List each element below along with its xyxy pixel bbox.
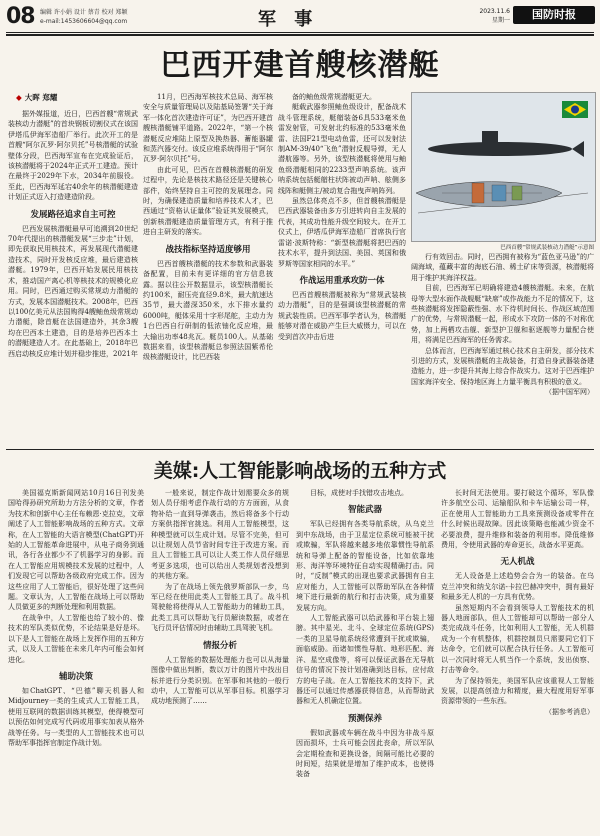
header-rule <box>6 32 594 33</box>
paragraph: 为了在战场上领先俄罗斯部队一步，乌军已经在使用此类人工智能工具了。战斗机驾驶舱将使得从人工智能助力的辅助工具，此类工具可以帮助飞行员解读数据，或者在飞行员评估情况时由辅助工具驾驶飞机。 <box>151 582 289 633</box>
paragraph: 目前，巴西海军已明确将建造4艘核潜艇。未来，在航母等大型水面作战舰艇“缺席”或作战能力不足的情况下，这些核潜艇将发挥隐蔽性强、水下待机时间长、作战区域范围广的优势，与常规潜艇一起，形成水下攻防一体的不对称优势，加上两栖攻击舰、新型护卫舰和驱逐舰等力量配合使用，将满足巴西海军的任务需求。 <box>411 284 594 345</box>
paragraph: 备的鲉鱼级常规潜艇更大。 <box>292 93 376 101</box>
headline-1: 巴西开建首艘核潜艇 <box>160 48 440 83</box>
paragraph: 目标，成使对手找错攻击地点。 <box>310 489 408 497</box>
paragraph: 11月，巴西海军核技术总局、海军核安全与质量管理局以及陆基局签署“关于海军一体化首次建造许可证”，为巴西开建首艘核潜艇铺平道路。2022年，“第一个核潜艇反应堆陆上原型及换热器、蓄能器罐和蒸汽器交付。该反应堆系统得用于“阿尔瓦罗·阿尔贝托”号。 <box>143 93 273 164</box>
paragraph: 美国福克斯新闻网站10月16日刊发美国哈得孙研究所助力方法分析的文章，作者为技术和创新中心主任布赖恩·克拉克，文章阐述了人工智能影响战场的五种方式。文章称，在人工智能的大语言模型(ChatGPT)开始的人工智能革命进展中，从电子商务到通讯，各行各业都少不了机器学习的身影。而在人工智能应用规模技术发展的过程中，人们发现它可以帮助各级政府完成工作。因为这些应用了人工智能后，很好处理了这些问题。文章认为，人工智能在战场上可以帮助人员做更多的判断处理和利用数据。 <box>8 489 144 612</box>
paragraph: 人工智能武器可以给武器和平台装上翅膀。其中星光、北斗、全球定位系统(GPS)一类的卫星导航系统经常遭到干扰或欺骗，面临威胁。而诸如惯性导航、地形匹配、海洋、星空成像等，将可以保证武器在无导航信号的情况下按计划准确到达目标，应付敌方的电子战。在人工智能技术的支持下，武器还可以通过传感器获得信息，从而帮助武器和无人机确定位置。 <box>296 614 434 706</box>
editor-info <box>40 8 128 26</box>
paragraph: 巴西发展核潜艇最早可追溯到20世纪70年代提出的核潜艇发展“三步走”计划，即先获取民用核技术，再发展现代潜艇建造技术，同时开发核反应堆，最后建造核潜艇。1979年，巴西开始发展民用核技术，推动国产离心机等核技术的规模化应用。同时，巴西通过购买常规动力潜艇的方式，发展本国潜艇技术。2008年，巴西以100亿美元从法国购得4艘鲉鱼级常规动力潜艇，除首艇在法国建造外，其余3艘均在巴西本土建造，目的是培养巴西本土的潜艇建造人才。在此基础上，2018年巴西启动核反应堆计划并稳步推进，2021年 <box>8 224 138 358</box>
paragraph: 巴西首艘核潜艇的技术参数和武器装备配置，目前未有更详细的官方信息披露。据以往公开数据显示，该型核潜艇长约100米，耐压壳直径9.8米，最大航速达35节，最大潜深350米，水下排水量约6000吨，艇体采用十字形尾舵，主动力为1台巴西自行研制的低浓铀化反应堆，最大输出功率48兆瓦。艇员100人。从基础数据来看，该型核潜艇总参照法国紫希伦级核潜艇设计，比巴西装 <box>143 259 273 362</box>
paragraph: 如ChatGPT、“巴德”聊天机器人和Midjourney一类的生成式人工智能工具，使用互联网的数据训练其模型，使得模型可以预估如何完成写代码或用事实加表从格外战等任务。与一类型的人工智能技术也可以帮助军事指挥官制定作战计划。 <box>8 686 144 747</box>
paragraph: 假如武器或车辆在战斗中因为非战斗原因而损坏，士兵可能会因此丧命，所以军队会定期检查和更换设备，间隔可能比必要的时间短，结果就是增加了维护成本，也使得装备 <box>296 728 434 779</box>
article2-col3 <box>296 488 434 833</box>
subhead: 战技指标坚持适度够用 <box>165 244 251 255</box>
subhead: 无人机战 <box>500 557 535 568</box>
paragraph: 为了保持领先，美国军队应该重视人工智能发展，以提高创造力和精度，最大程度用好军事资源带领的一些东西。 <box>441 676 594 706</box>
photo-caption: 巴西首艘“常规武装核动力潜艇”示意图 <box>500 245 594 251</box>
masthead-logo: 国防时报 <box>513 6 595 24</box>
paragraph: 行有效回击。同时，巴西拥有被称为“蓝色亚马逊”的广阔海域，蕴藏丰富的海底石油、稀土矿床等资源，核潜艇将用于维护其海洋权益。 <box>411 253 594 282</box>
article2-col4 <box>441 488 594 833</box>
subhead: 发展路径追求自主可控 <box>30 209 116 220</box>
paragraph: 虽然短期内不会看到领导人工智能技术的机器人地面部队，但人工智能却可以帮助一部分人类完成战斗任务，比如利用人工智能，无人机群成为一个有机整体，机群控制员只需要同它们下达命令，它们就可以配合执行任务。人工智能可以一次同时将无人机当作一个系统，发出侦察、打击等命令。 <box>441 603 594 675</box>
headline-2: 美媒:人工智能影响战场的五种方式 <box>153 460 447 482</box>
subhead: 辅助决策 <box>58 671 93 682</box>
paragraph: 军队已经拥有各类导航系统，从乌克兰到中东战场，由于卫星定位系统可能被干扰或欺骗，军队将越来越多地依靠惯性导航系统和导弹上配备的智能设备，比如依靠地形、海洋等环境特征自动实现精确打击。同时，“反制”模式的出现也要求武器拥有自主应对能力，人工智能可以帮助军队在各种情境下进行最新的航行和打击决策，成为重要发展方向。 <box>296 520 434 612</box>
submarine-icon <box>412 93 595 241</box>
article1-col4 <box>411 252 594 444</box>
subhead: 情报分析 <box>202 640 237 651</box>
paragraph: 一般来说，制定作战计划需要众多的规划人员仔细考虑作战行动的方方面面，从食物补给一直到导弹袭击，然后将备多个行动方案供指挥官挑选。利用人工智能模型，这种模型就可以生成计划。尽管不完美，但可以让规划人员节省时间专注于改进方案。而且人工智能工具可以让人类工作人员仔细思考更多选项，也可以给出人类规划者没想到的其他方案。 <box>151 489 289 581</box>
issue-date <box>478 7 510 25</box>
page-number: 08 <box>6 4 35 29</box>
subhead: 智能武器 <box>347 505 382 516</box>
paragraph: 无人设备是上述趋势会合为一的装备。在乌克兰冲突和纳戈尔诺-卡拉巴赫冲突中，拥有最好和最多无人机的一方具有优势。 <box>441 572 594 602</box>
article1-col1 <box>8 92 138 442</box>
triangle-icon: ◆ <box>16 93 22 102</box>
article1-col2 <box>143 92 273 442</box>
weekday-text: 星期一 <box>491 17 510 24</box>
paragraph: 在战争中，人工智能也给了较小的、像技术的军队类似优势，不论结果是好是坏。以下是人工智能在战场上发挥作用的五种方式，以及人工智能在未来几年内可能会如何进化。 <box>8 613 144 664</box>
paragraph: 巴西首艘核潜艇被称为“常规武装核动力潜艇”，目的是强调该型核潜艇的常规武装性质。巴西军事学者认为，核潜艇能够对潜在威胁产生巨大威慑力，可以在受到首次冲击后进 <box>278 290 406 341</box>
submarine-illustration <box>411 92 596 242</box>
subhead: 作战运用重承攻防一体 <box>299 275 385 286</box>
subhead: 预测保养 <box>347 713 382 724</box>
page-header <box>0 0 600 36</box>
paragraph: 艇载武器参照鲉鱼级设计，配备战术战斗管理系统，艇艏装备6具533毫米鱼雷发射管，可发射北约标准的533毫米鱼雷、法国F21型电动鱼雷，还可以发射法制AM-39/40“飞鱼”潜射反舰导弹，无人潜航器等。另外，该型核潜艇将使用与鲉鱼级潜艇相同的2233型声呐系统。该声呐系统包括艇艏柱状阵被动声呐、舷侧多线阵和艇侧主/被动复合拖曳声呐阵列。 <box>278 103 406 195</box>
article2-col2 <box>151 488 289 833</box>
section-divider <box>6 449 594 450</box>
email-line: e-mail:1453606604@qq.com <box>40 18 128 25</box>
date-text: 2023.11.6 <box>479 8 510 15</box>
paragraph: 总体而言，巴西海军通过核心技术自主研发，部分技术引进的方式，发展核潜艇的主战装备，打造自身武器装备建造能力，进一步提升其海上综合作战实力。这对于巴西维护国家海洋安全、保持地区海上力量平衡具有积极的意义。 <box>411 346 594 386</box>
source-credit: （据参考消息） <box>545 707 594 716</box>
paragraph: 据外媒报道，近日，巴西首艘“常规武装核动力潜艇”的首块钢板切割仪式在该国伊塔瓜伊海军造船厂举行。此次开工的是首艘“阿尔瓦罗·阿尔贝托”号核潜艇的试验壁体分段，巴西海军宣布在完成验证后，该核潜艇将于2024年正式开工建造。预计在最终于2029年下水，2034年前服役。至此，巴西海军延宕40余年的核潜艇建造计划正式迈入打造建造阶段。 <box>8 110 138 202</box>
paragraph: 长时间无法使用。要打破这个循环，军队像许多航空公司、运输船队和卡车运输公司一样，正在使用人工智能助力工具来预测设备或零件在什么时候出现故障。因此该策略也能减少资金不必要浪费，提升维修和装备的利用率。降低维修费用，令使用武器的寿命更长，战备水平更高。 <box>441 489 594 550</box>
byline-text: 大晖 郑耀 <box>24 93 58 102</box>
paragraph: 人工智能的数据处理能力也可以从海量图像中做出判断，数以万计的图片中找出目标并进行分类识别。在军事和其他的一般行动中，人工智能可以从军事目标。机器学习成功地预测了…… <box>151 655 289 706</box>
paragraph: 由此可见，巴西在首艘核潜艇的研发过程中，先论是核技术路径还是关键核心部件，始终坚持自主可控的发展理念。同时，为确保建造质量和培养技术人才，巴西通过“资格认证量体”验证其发展模式，创新核潜艇建造质量管理方式，有利于推进自主研发的落实。 <box>143 165 273 237</box>
section-title: 军 事 <box>258 9 319 30</box>
header-rule-thick <box>6 34 594 36</box>
paragraph: 虽然总体亮点不多，但首艘核潜艇是巴西武器装备由多方引进转向自主发展的代表，其成功性能升级空间较大。在开工仪式上，伊塔瓜伊海军造船厂首席执行官雷诺·波斯特称：“新型核潜艇将把巴西的技术水平，提升到法国、美国、英国和俄罗斯等国家相同的水平。” <box>278 197 406 268</box>
source-credit: （据中国军网） <box>545 388 594 397</box>
article1-col3 <box>278 92 406 442</box>
editor-line: 编辑 许小娟 设计 蔡青 校对 郑颖 <box>40 9 128 16</box>
article2-col1 <box>8 488 144 833</box>
byline <box>16 92 138 103</box>
